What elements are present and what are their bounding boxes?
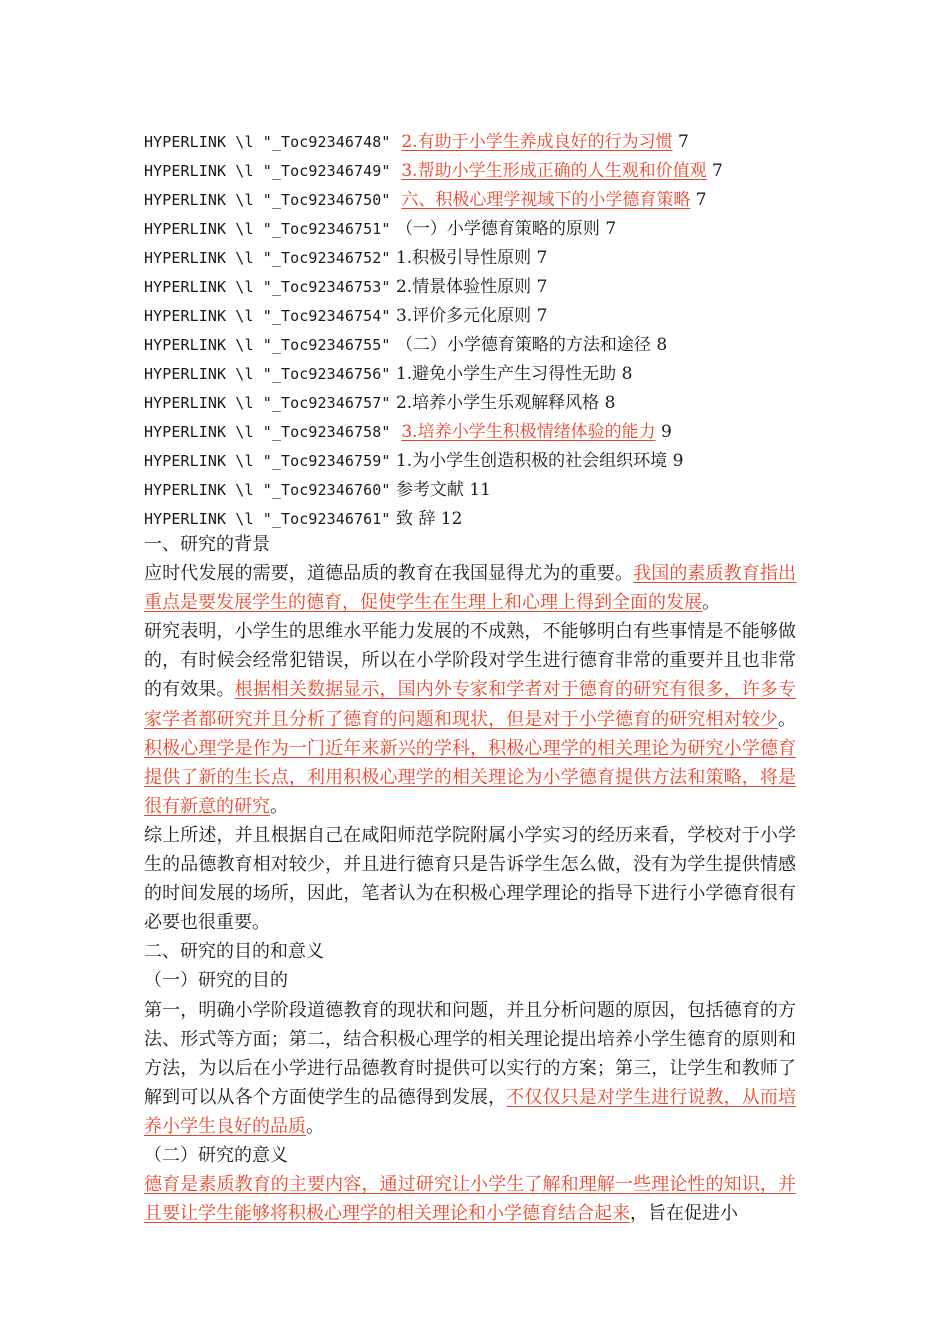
toc-field-code: HYPERLINK \l "_Toc92346750"	[144, 191, 391, 209]
text-run: 。	[306, 1115, 324, 1137]
toc-entry[interactable]	[144, 186, 844, 215]
toc-field-code: HYPERLINK \l "_Toc92346755"	[144, 336, 391, 354]
highlighted-text: 我国的素质教育指出重点是要发展学生的德育，促使学生在生理上和心理上得到全面的发展	[144, 563, 797, 614]
toc-title-link[interactable]: 六、积极心理学视域下的小学德育策略	[401, 190, 691, 210]
toc-field-code: HYPERLINK \l "_Toc92346752"	[144, 249, 391, 267]
toc-entry[interactable]	[144, 418, 844, 447]
toc-page-number: 8	[656, 335, 668, 355]
toc-entry[interactable]	[144, 360, 844, 389]
text-run: 。	[270, 795, 288, 817]
subsection-heading-goal: （一）研究的目的	[144, 970, 288, 992]
toc-page-number: 7	[711, 161, 723, 181]
toc-page-number: 8	[604, 393, 616, 413]
toc-page-number: 7	[605, 219, 617, 239]
toc-page-number: 11	[469, 480, 491, 500]
toc-page-number: 7	[695, 190, 707, 210]
toc-field-code: HYPERLINK \l "_Toc92346756"	[144, 365, 391, 383]
toc-entry[interactable]	[144, 273, 844, 302]
highlighted-text: 不仅仅只是对学生进行说教，从而培养小学生良好的品质	[144, 1086, 797, 1137]
document-body	[144, 530, 796, 1228]
toc-field-code: HYPERLINK \l "_Toc92346754"	[144, 307, 391, 325]
toc-title-link[interactable]: 2.情景体验性原则	[395, 277, 532, 297]
toc-field-code: HYPERLINK \l "_Toc92346751"	[144, 220, 391, 238]
toc-page-number: 8	[621, 364, 633, 384]
toc-title-link[interactable]: （一）小学德育策略的原则	[395, 219, 600, 239]
toc-title-link[interactable]: 参考文献	[395, 480, 464, 500]
toc-title-link[interactable]: 3.培养小学生积极情绪体验的能力	[401, 422, 656, 442]
text-run: 。	[778, 708, 796, 730]
paragraph-background-1	[144, 559, 796, 617]
toc-title-link[interactable]: （二）小学德育策略的方法和途径	[395, 335, 651, 355]
table-of-contents	[144, 128, 844, 534]
toc-field-code: HYPERLINK \l "_Toc92346759"	[144, 452, 391, 470]
paragraph-background-2	[144, 617, 796, 821]
toc-page-number: 12	[440, 509, 463, 529]
toc-page-number: 7	[536, 306, 548, 326]
toc-entry[interactable]	[144, 389, 844, 418]
toc-page-number: 7	[536, 277, 548, 297]
toc-entry[interactable]	[144, 215, 844, 244]
toc-title-link[interactable]: 2.培养小学生乐观解释风格	[395, 393, 600, 413]
text-run: ，旨在促进小	[630, 1203, 738, 1225]
toc-entry[interactable]	[144, 244, 844, 273]
paragraph-background-3: 综上所述，并且根据自己在咸阳师范学院附属小学实习的经历来看，学校对于小学生的品德教育相对较少，并且进行德育只是告诉学生怎么做，没有为学生提供情感的时间发展的场所，因此，笔者认为在积极心理学理论的指导下进行小学德育很有必要也很重要。	[144, 824, 796, 934]
toc-entry[interactable]	[144, 157, 844, 186]
toc-page-number: 9	[660, 422, 672, 442]
text-run: 。	[702, 592, 720, 614]
toc-page-number: 7	[536, 248, 548, 268]
toc-entry[interactable]	[144, 476, 844, 505]
toc-field-code: HYPERLINK \l "_Toc92346758"	[144, 423, 391, 441]
highlighted-text: 根据相关数据显示，国内外专家和学者对于德育的研究有很多，许多专家学者都研究并且分析了德育的问题和现状，但是对于小学德育的研究相对较少	[144, 679, 797, 730]
toc-title-link[interactable]: 3.评价多元化原则	[395, 306, 532, 326]
toc-field-code: HYPERLINK \l "_Toc92346757"	[144, 394, 391, 412]
toc-field-code: HYPERLINK \l "_Toc92346749"	[144, 162, 391, 180]
section-heading-purpose: 二、研究的目的和意义	[144, 941, 324, 963]
toc-title-link[interactable]: 致 辞	[395, 509, 436, 529]
toc-field-code: HYPERLINK \l "_Toc92346753"	[144, 278, 391, 296]
toc-title-link[interactable]: 3.帮助小学生形成正确的人生观和价值观	[401, 161, 707, 181]
text-run: 研究表明，小学生的思维水平能力发展的不成熟，不能够明白有些事情是不能够做的，有时候会经常犯错误，所以在小学阶段对学生进行德育非常的重要并且也非常的有效果。	[144, 621, 796, 701]
toc-title-link[interactable]: 1.为小学生创造积极的社会组织环境	[395, 451, 668, 471]
toc-title-link[interactable]: 1.避免小学生产生习得性无助	[395, 364, 617, 384]
toc-title-link[interactable]: 2.有助于小学生养成良好的行为习惯	[401, 132, 673, 152]
toc-title-link[interactable]: 1.积极引导性原则	[395, 248, 532, 268]
highlighted-text: 德育是素质教育的主要内容，通过研究让小学生了解和理解一些理论性的知识，并且要让学生能够将积极心理学的相关理论和小学德育结合起来	[144, 1174, 796, 1225]
subsection-heading-significance: （二）研究的意义	[144, 1144, 288, 1166]
toc-field-code: HYPERLINK \l "_Toc92346760"	[144, 481, 391, 499]
toc-entry[interactable]	[144, 302, 844, 331]
paragraph-goal	[144, 996, 796, 1141]
text-run: 第一，明确小学阶段道德教育的现状和问题，并且分析问题的原因，包括德育的方法、形式等方面；第二，结合积极心理学的相关理论提出培养小学生德育的原则和方法，为以后在小学进行品德教育时提供可以实行的方案；第三，让学生和教师了解到可以从各个方面使学生的品德得到发展，	[144, 999, 796, 1108]
text-run: 应时代发展的需要，道德品质的教育在我国显得尤为的重要。	[144, 563, 634, 585]
highlighted-text: 积极心理学是作为一门近年来新兴的学科，积极心理学的相关理论为研究小学德育提供了新的生长点，利用积极心理学的相关理论为小学德育提供方法和策略，将是很有新意的研究	[144, 737, 796, 817]
toc-entry[interactable]	[144, 128, 844, 157]
toc-field-code: HYPERLINK \l "_Toc92346748"	[144, 133, 391, 151]
toc-page-number: 7	[677, 132, 689, 152]
toc-page-number: 9	[672, 451, 684, 471]
section-heading-background: 一、研究的背景	[144, 534, 270, 555]
toc-entry[interactable]	[144, 447, 844, 476]
paragraph-significance	[144, 1170, 796, 1228]
toc-entry[interactable]	[144, 331, 844, 360]
toc-field-code: HYPERLINK \l "_Toc92346761"	[144, 510, 391, 528]
